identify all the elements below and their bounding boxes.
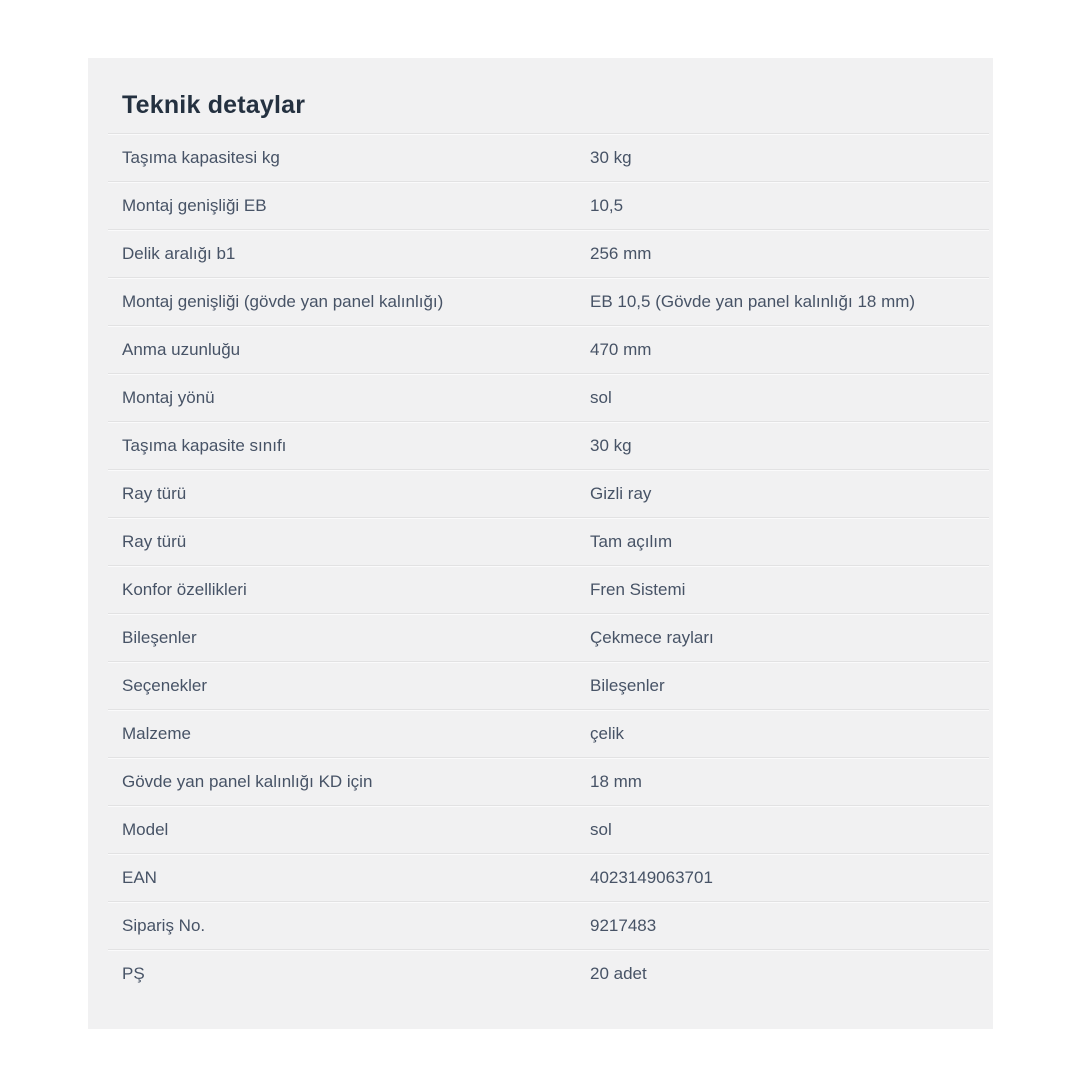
- table-row: [108, 421, 989, 469]
- spec-value: 4023149063701: [590, 868, 713, 887]
- spec-value: 20 adet: [590, 964, 647, 983]
- spec-value: Gizli ray: [590, 484, 652, 503]
- spec-value: 470 mm: [590, 340, 652, 359]
- spec-label: Malzeme: [122, 724, 191, 743]
- table-row: [108, 469, 989, 517]
- spec-value: 30 kg: [590, 436, 632, 455]
- page-title: Teknik detaylar: [122, 90, 306, 119]
- table-row: [108, 325, 989, 373]
- spec-value: 256 mm: [590, 244, 652, 263]
- spec-value: Fren Sistemi: [590, 580, 686, 599]
- table-row: [108, 229, 989, 277]
- spec-label: Montaj genişliği EB: [122, 196, 267, 215]
- spec-label: Model: [122, 820, 169, 839]
- spec-value: 10,5: [590, 196, 624, 215]
- spec-label: PŞ: [122, 964, 145, 983]
- spec-value: 18 mm: [590, 772, 642, 791]
- table-row: [108, 181, 989, 229]
- table-row: [108, 757, 989, 805]
- table-row: [108, 853, 989, 901]
- spec-value: Tam açılım: [590, 532, 673, 551]
- technical-details-panel: [88, 58, 993, 1029]
- table-row: [108, 373, 989, 421]
- table-row: [108, 709, 989, 757]
- spec-value: Çekmece rayları: [590, 628, 714, 647]
- table-row: [108, 565, 989, 613]
- spec-label: Taşıma kapasitesi kg: [122, 148, 280, 167]
- table-row: [108, 901, 989, 949]
- spec-label: Ray türü: [122, 484, 187, 503]
- spec-label: Bileşenler: [122, 628, 197, 647]
- spec-label: Taşıma kapasite sınıfı: [122, 436, 287, 455]
- table-row: [108, 949, 989, 997]
- spec-value: sol: [590, 820, 612, 839]
- table-row: [108, 613, 989, 661]
- table-row: [108, 661, 989, 709]
- spec-label: Montaj genişliği (gövde yan panel kalınlığı): [122, 292, 444, 311]
- spec-label: Anma uzunluğu: [122, 340, 241, 359]
- spec-label: Gövde yan panel kalınlığı KD için: [122, 772, 373, 791]
- spec-table: [108, 133, 989, 997]
- table-row: [108, 517, 989, 565]
- spec-label: EAN: [122, 868, 157, 887]
- spec-label: Seçenekler: [122, 676, 208, 695]
- spec-label: Delik aralığı b1: [122, 244, 236, 263]
- spec-value: çelik: [590, 724, 625, 743]
- spec-value: EB 10,5 (Gövde yan panel kalınlığı 18 mm): [590, 292, 916, 311]
- table-row: [108, 133, 989, 181]
- spec-label: Konfor özellikleri: [122, 580, 247, 599]
- spec-value: 30 kg: [590, 148, 632, 167]
- spec-label: Ray türü: [122, 532, 187, 551]
- spec-value: 9217483: [590, 916, 657, 935]
- spec-value: Bileşenler: [590, 676, 665, 695]
- spec-label: Sipariş No.: [122, 916, 206, 935]
- table-row: [108, 805, 989, 853]
- spec-value: sol: [590, 388, 612, 407]
- spec-label: Montaj yönü: [122, 388, 215, 407]
- table-row: [108, 277, 989, 325]
